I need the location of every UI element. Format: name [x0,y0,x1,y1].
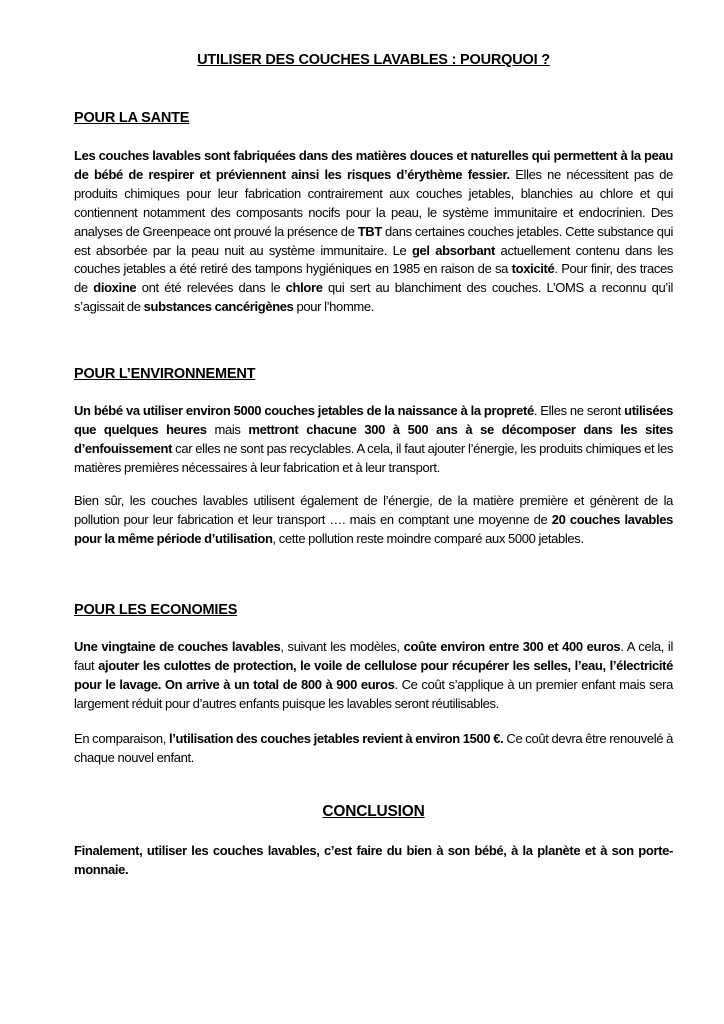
text-run: mais [206,421,249,437]
bold-text-run: ajouter les culottes de protection, le voile de cellulose pour récupérer les selles, l’eau, l’électricité pour le lavage. On arrive à un total de 800 à 900 euros [74,657,673,692]
text-run: Ce coût devra être renouvelé à chaque nouvel enfant. [74,731,673,765]
paragraph-economies-1 [74,638,673,714]
bold-text-run: gel absorbant [411,242,495,258]
bold-text-run: toxicité [511,261,555,277]
bold-text-run: Finalement, utiliser les couches lavables, c’est faire du bien à son bébé, à la planète et à son porte-monnaie. [74,843,673,877]
text-run: En comparaison, [74,731,170,746]
text-run: ont été relevées dans le [136,280,286,296]
text-run: Bien sûr, les couches lavables utilisent également de l’énergie, de la matière première et génèrent de la pollution pour leur fabrication et leur transport …. mais en comptant une moyenne de [74,493,673,527]
section-heading-sante: POUR LA SANTE [74,110,190,126]
paragraph-sante [74,147,673,317]
page-title: UTILISER DES COUCHES LAVABLES : POURQUOI ? [197,52,550,68]
bold-text-run: dioxine [93,280,137,296]
text-run: car elles ne sont pas recyclables. A cela, il faut ajouter l’énergie, les produits chimiques et les matières premières nécessaires à leur fabrication et à leur transport. [74,440,673,475]
section-heading-economies: POUR LES ECONOMIES [74,602,238,618]
text-run: dans certaines couches jetables. Cette substance qui est absorbée par la peau nuit au système immunitaire. Le [74,223,674,258]
text-run: , cette pollution reste moindre comparé aux 5000 jetables. [272,530,584,546]
bold-text-run: coûte environ entre 300 et 400 euros [403,639,621,654]
bold-text-run: mettront chacune 300 à 500 ans à se décomposer dans les sites d’enfouissement [74,421,673,456]
bold-text-run: Une vingtaine de couches lavables [74,639,281,654]
paragraph-environnement-2 [74,492,673,549]
text-run: . A cela, il faut [74,639,673,673]
text-run: . Pour finir, des traces de [74,261,674,296]
bold-text-run: substances cancérigènes [143,299,294,315]
bold-text-run: Les couches lavables sont fabriquées dans des matières douces et naturelles qui permettent à la peau de bébé de respirer et préviennent ainsi les risques d’érythème fessier. [74,148,673,182]
text-run: . Ce coût s’applique à un premier enfant mais sera largement réduit pour d’autres enfants puisque les lavables seront réutilisables. [74,676,673,711]
text-run: pour l’homme. [293,299,375,315]
bold-text-run: l’utilisation des couches jetables revient à environ 1500 €. [169,731,504,746]
section-heading-conclusion: CONCLUSION [322,803,425,820]
bold-text-run: utilisées que quelques heures [74,403,673,437]
bold-text-run: Un bébé va utiliser environ 5000 couches jetables de la naissance à la propreté [74,403,534,418]
text-run: . Elles ne seront [533,403,625,418]
bold-text-run: 20 couches lavables pour la même période d’utilisation [74,511,673,546]
text-run: actuellement contenu dans les couches jetables a été retiré des tampons hygiéniques en 1985 en raison de sa [74,242,674,277]
paragraph-economies-2 [74,730,673,768]
section-heading-environnement: POUR L’ENVIRONNEMENT [74,366,256,382]
text-run: Elles ne nécessitent pas de produits chimiques pour leur fabrication contrairement aux couches jetables, blanchies au chlore et qui contiennent notamment des composants nocifs pour la peau, le système immunitaire et endocrinien. Des analyses de Greenpeace ont prouvé la présence de [74,166,673,239]
bold-text-run: TBT [357,223,382,239]
paragraph-conclusion [74,842,673,880]
text-run: , suivant les modèles, [280,639,404,654]
paragraph-environnement-1 [74,402,673,478]
text-run: qui sert au blanchiment des couches. L’OMS a reconnu qu’il s’agissait de [74,280,673,315]
bold-text-run: chlore [285,280,323,296]
